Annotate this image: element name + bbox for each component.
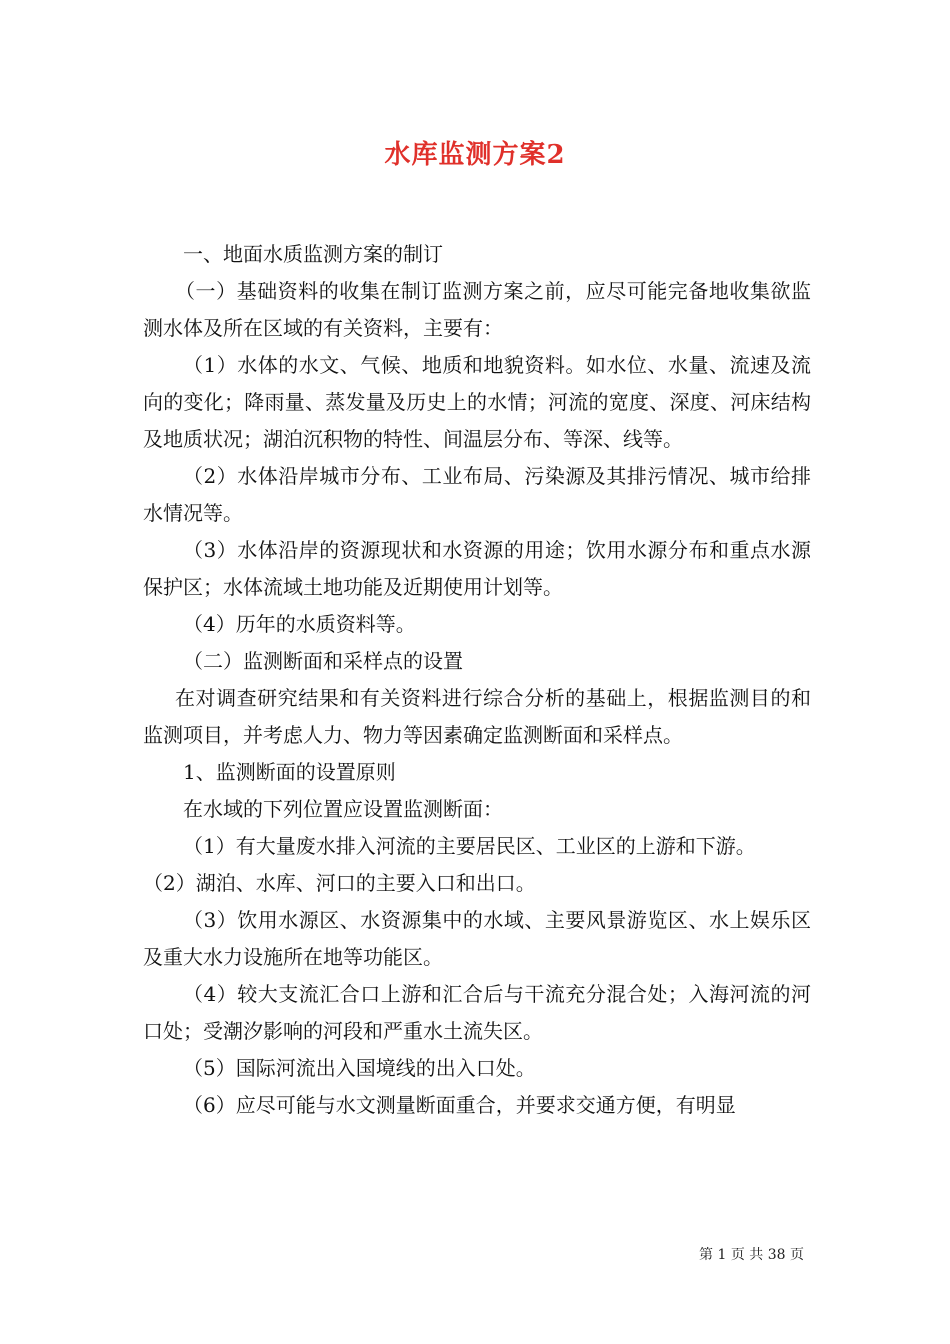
paragraph: （2）湖泊、水库、河口的主要入口和出口。: [143, 871, 536, 895]
subsection-heading: （一）基础资料的收集在制订监测方案之前，应尽可能完备地收集欲监测水体及所在区域的有关资料，主要有：: [143, 279, 811, 340]
paragraph: （3）饮用水源区、水资源集中的水域、主要风景游览区、水上娱乐区及重大水力设施所在地等功能区。: [143, 908, 811, 969]
subsection-heading: （二）监测断面和采样点的设置: [183, 649, 463, 673]
paragraph: （5）国际河流出入国境线的出入口处。: [183, 1056, 536, 1080]
subsection-heading: 1、监测断面的设置原则: [183, 760, 396, 784]
page-title: 水库监测方案2: [384, 140, 566, 170]
paragraph: （6）应尽可能与水文测量断面重合，并要求交通方便，有明显: [183, 1093, 736, 1117]
paragraph: 在水域的下列位置应设置监测断面：: [183, 797, 503, 821]
paragraph: （2）水体沿岸城市分布、工业布局、污染源及其排污情况、城市给排水情况等。: [143, 464, 811, 525]
document-body: [143, 236, 811, 1124]
paragraph: （3）水体沿岸的资源现状和水资源的用途；饮用水源分布和重点水源保护区；水体流域土地功能及近期使用计划等。: [143, 538, 811, 599]
page-number: 第 1 页 共 38 页: [699, 1247, 804, 1263]
paragraph: 在对调查研究结果和有关资料进行综合分析的基础上，根据监测目的和监测项目，并考虑人力、物力等因素确定监测断面和采样点。: [143, 686, 811, 747]
paragraph: （4）历年的水质资料等。: [183, 612, 416, 636]
paragraph: （4）较大支流汇合口上游和汇合后与干流充分混合处；入海河流的河口处；受潮汐影响的河段和严重水土流失区。: [143, 982, 811, 1043]
section-heading: 一、地面水质监测方案的制订: [183, 242, 443, 266]
paragraph: （1）水体的水文、气候、地质和地貌资料。如水位、水量、流速及流向的变化；降雨量、蒸发量及历史上的水情；河流的宽度、深度、河床结构及地质状况；湖泊沉积物的特性、间温层分布、等深、线等。: [143, 353, 811, 451]
paragraph: （1）有大量废水排入河流的主要居民区、工业区的上游和下游。: [183, 834, 756, 858]
